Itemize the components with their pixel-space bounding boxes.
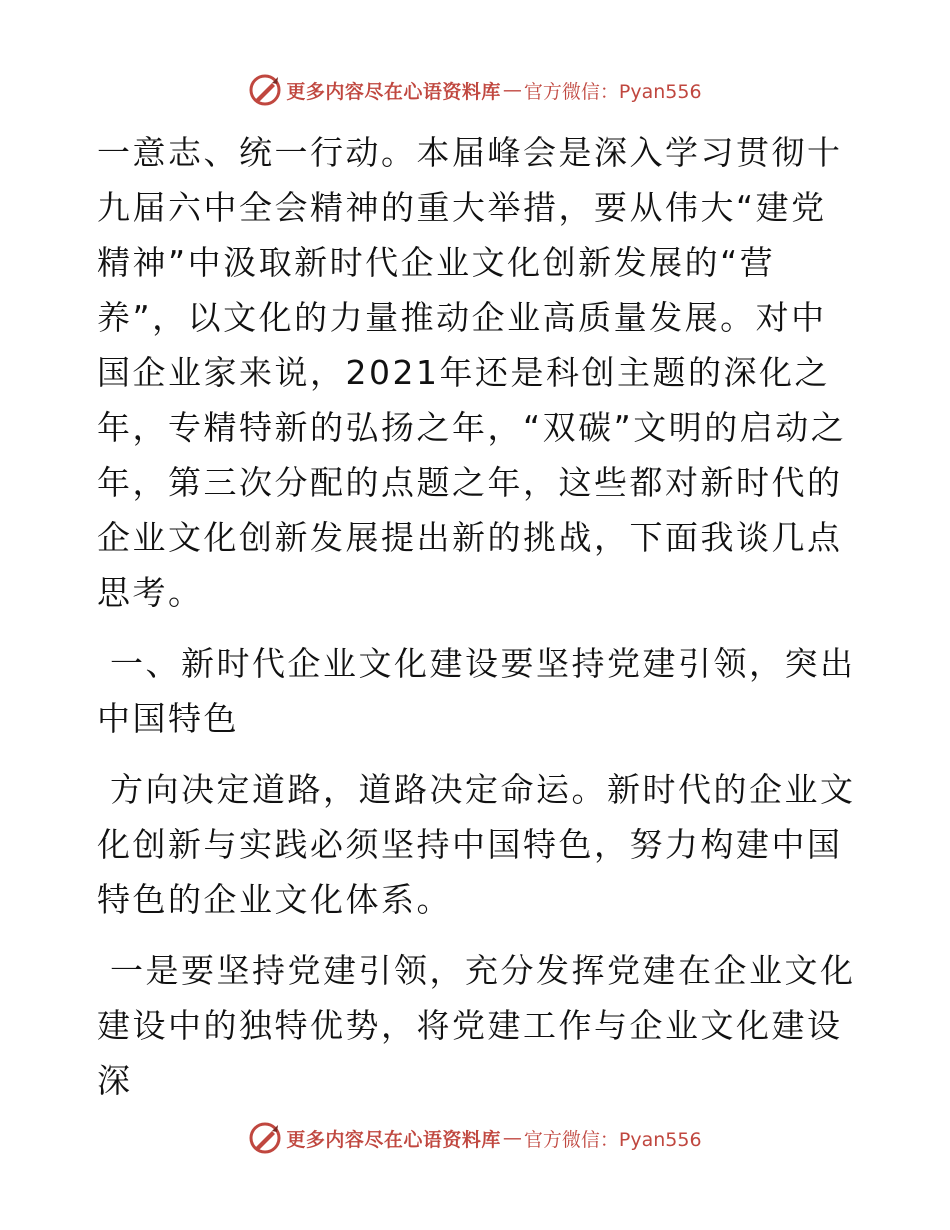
paragraph: 一意志、统一行动。本届峰会是深入学习贯彻十九届六中全会精神的重大举措，要从伟大“建党精神”中汲取新时代企业文化创新发展的“营养”，以文化的力量推动企业高质量发展。对中国企业家来说，2021年还是科创主题的深化之年，专精特新的弘扬之年，“双碳”文明的启动之年，第三次分配的点题之年，这些都对新时代的企业文化创新发展提出新的挑战，下面我谈几点思考。 <box>97 133 847 612</box>
watermark-separator: — <box>502 79 522 101</box>
quill-logo-icon <box>248 1121 282 1155</box>
watermark-wechat: 官方微信：Pyan556 <box>523 80 702 103</box>
paragraph: 方向决定道路，道路决定命运。新时代的企业文化创新与实践必须坚持中国特色，努力构建中国特色的企业文化体系。 <box>97 770 856 919</box>
watermark-header <box>0 70 950 110</box>
watermark-footer <box>0 1118 950 1158</box>
watermark-text: 更多内容尽在心语资料库 <box>286 1128 501 1151</box>
watermark-separator: — <box>502 1127 522 1149</box>
quill-logo-icon <box>248 73 282 107</box>
document-body <box>97 125 857 1108</box>
watermark-wechat: 官方微信：Pyan556 <box>523 1128 702 1151</box>
watermark-text: 更多内容尽在心语资料库 <box>286 80 501 103</box>
section-heading: 一、新时代企业文化建设要坚持党建引领，突出中国特色 <box>97 644 856 738</box>
paragraph: 一是要坚持党建引领，充分发挥党建在企业文化建设中的独特优势，将党建工作与企业文化建设深 <box>97 951 856 1100</box>
